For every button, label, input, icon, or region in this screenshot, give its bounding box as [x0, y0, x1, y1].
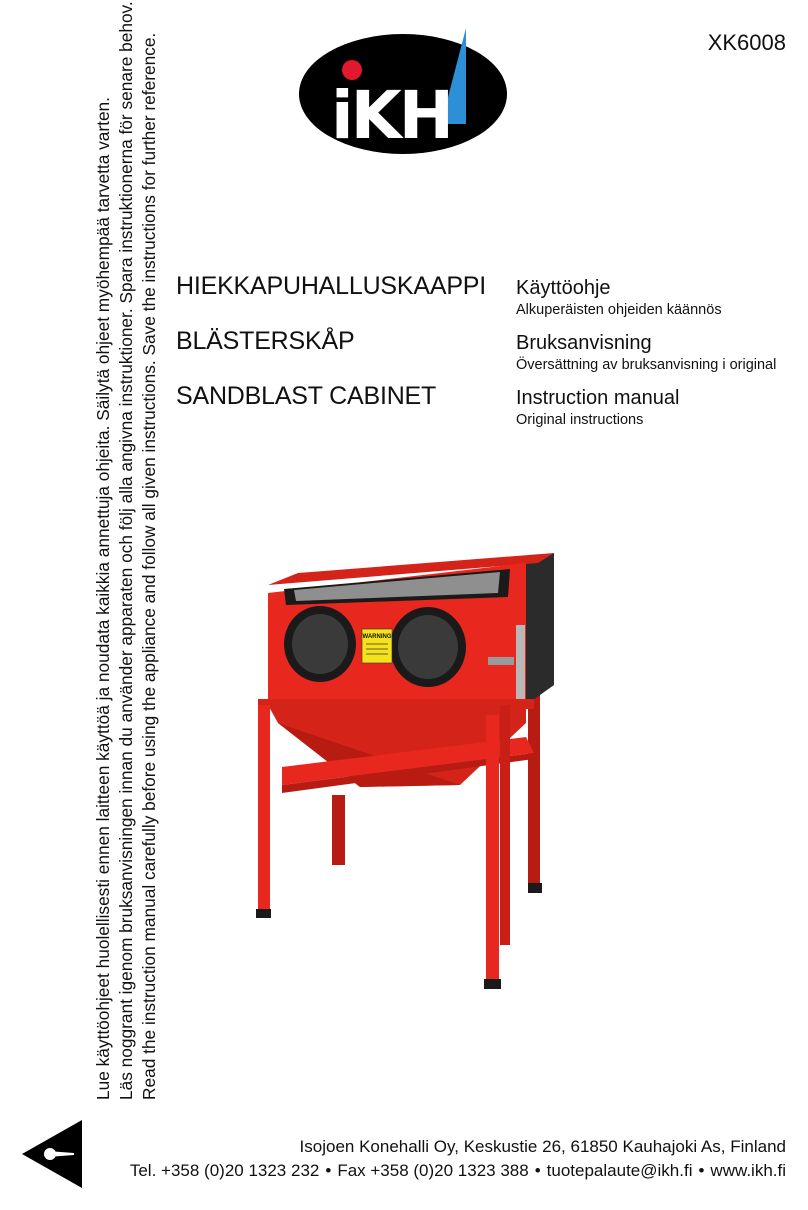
safety-note-fi: Lue käyttöohjeet huolellisesti ennen laitteen käyttöä ja noudata kaikkia annettuja ohjeita. Säilytä ohjeet myöhempää tarvetta varten. — [93, 97, 113, 1100]
manual-sv — [516, 332, 776, 387]
email-link[interactable]: tuotepalaute@ikh.fi — [546, 1161, 693, 1180]
company-contacts: Tel. +358 (0)20 1323 232 • Fax +358 (0)20 1323 388 • tuotepalaute@ikh.fi • www.ikh.fi — [129, 1161, 786, 1180]
safety-note-en: Read the instruction manual carefully before using the appliance and follow all given instructions. Save the instructions for further reference. — [139, 32, 159, 1100]
manual-subtitle-en: Original instructions — [516, 412, 644, 428]
company-city: 61850 Kauhajoki As, — [570, 1137, 726, 1156]
manual-subtitle-sv: Översättning av bruksanvisning i original — [516, 357, 777, 373]
website-link[interactable]: www.ikh.fi — [710, 1161, 786, 1180]
company-address — [130, 1135, 786, 1159]
product-titles — [176, 272, 486, 437]
product-title-sv: BLÄSTERSKÅP — [176, 327, 355, 355]
exclamation-triangle-icon — [20, 1118, 84, 1190]
manual-title-en: Instruction manual — [516, 387, 680, 409]
safety-notes — [92, 1, 161, 1100]
product-photo-sandblast-cabinet — [238, 545, 568, 995]
company-country: Finland — [730, 1137, 786, 1156]
manual-labels — [516, 277, 776, 442]
manual-subtitle-fi: Alkuperäisten ohjeiden käännös — [516, 302, 722, 318]
company-footer — [130, 1135, 786, 1183]
brand-logo — [296, 26, 510, 156]
product-title-en: SANDBLAST CABINET — [176, 382, 437, 410]
phone-number: Tel. +358 (0)20 1323 232 — [129, 1161, 320, 1180]
product-title-fi: HIEKKAPUHALLUSKAAPPI — [176, 272, 487, 300]
logo-text: iKH — [331, 77, 452, 154]
company-name: Isojoen Konehalli Oy, — [299, 1137, 459, 1156]
warning-label-text: WARNING — [362, 634, 392, 640]
manual-title-fi: Käyttöohje — [516, 277, 611, 299]
product-code: XK6008 — [707, 30, 786, 55]
manual-fi — [516, 277, 776, 332]
manual-en — [516, 387, 776, 442]
manual-title-sv: Bruksanvisning — [516, 332, 652, 354]
fax-number: Fax +358 (0)20 1323 388 — [337, 1161, 529, 1180]
company-street: Keskustie 26, — [463, 1137, 566, 1156]
safety-note-sv: Läs noggrant igenom bruksanvisningen innan du använder apparaten och följ alla angivna instruktioner. Spara instruktionerna för senare behov. — [116, 1, 136, 1100]
